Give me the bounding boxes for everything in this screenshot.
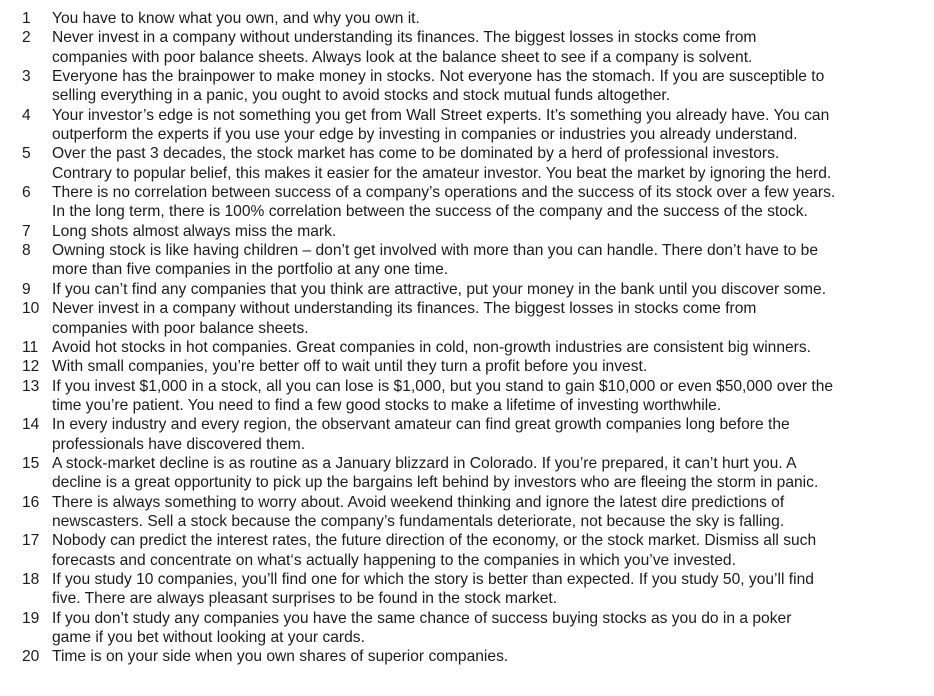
item-number: 4 <box>22 106 31 124</box>
item-text-line: professionals have discovered them. <box>52 435 306 453</box>
list-item <box>0 67 934 106</box>
list-item <box>0 493 934 532</box>
item-text <box>52 531 926 570</box>
item-text-line: Never invest in a company without understanding its finances. The biggest losses in stocks come from <box>52 300 757 318</box>
list-item <box>0 377 934 416</box>
item-text-line: decline is a great opportunity to pick up the bargains left behind by investors who are fleeing the storm in panic. <box>52 474 819 492</box>
item-number: 10 <box>22 300 40 318</box>
item-number: 13 <box>22 377 40 395</box>
list-item <box>0 415 934 454</box>
item-number: 6 <box>22 184 31 202</box>
item-text-line: In every industry and every region, the observant amateur can find great growth companies long before the <box>52 416 790 434</box>
item-number: 8 <box>22 242 31 260</box>
list-item <box>0 609 934 648</box>
item-text-line: companies with poor balance sheets. <box>52 319 309 337</box>
list-item <box>0 299 934 338</box>
list-item <box>0 28 934 67</box>
item-text <box>52 338 926 357</box>
item-text <box>52 67 926 106</box>
list-item <box>0 280 934 299</box>
item-text-line: Long shots almost always miss the mark. <box>52 222 337 240</box>
item-text-line: Owning stock is like having children – don’t get involved with more than you can handle. There don’t have to be <box>52 242 818 260</box>
item-number: 15 <box>22 454 40 472</box>
item-number: 11 <box>22 338 39 356</box>
item-number: 5 <box>22 145 31 163</box>
item-text-line: forecasts and concentrate on what‘s actually happening to the companies in which you’ve invested. <box>52 551 736 569</box>
item-text-line: five. There are always pleasant surprises to be found in the stock market. <box>52 590 558 608</box>
item-text-line: Avoid hot stocks in hot companies. Great companies in cold, non-growth industries are consistent big winners. <box>52 338 811 356</box>
item-text-line: Over the past 3 decades, the stock market has come to be dominated by a herd of professional investors. <box>52 145 780 163</box>
item-number: 7 <box>22 222 31 240</box>
item-text-line: outperform the experts if you use your edge by investing in companies or industries you already understand. <box>52 126 798 144</box>
list-item <box>0 222 934 241</box>
item-text <box>52 570 926 609</box>
item-text-line: There is no correlation between success of a company’s operations and the success of its stock over a few years. <box>52 184 836 202</box>
item-text-line: If you can’t find any companies that you think are attractive, put your money in the bank until you discover some. <box>52 280 827 298</box>
item-text <box>52 415 926 454</box>
item-number: 14 <box>22 416 40 434</box>
item-text-line: You have to know what you own, and why you own it. <box>52 10 420 27</box>
item-number: 3 <box>22 68 31 86</box>
item-text-line: newscasters. Sell a stock because the company’s fundamentals deteriorate, not because the sky is falling. <box>52 512 785 530</box>
item-text <box>52 609 926 648</box>
item-text-line: There is always something to worry about. Avoid weekend thinking and ignore the latest dire predictions of <box>52 493 785 511</box>
item-text-line: Time is on your side when you own shares of superior companies. <box>52 648 509 666</box>
item-text-line: time you’re patient. You need to find a few good stocks to make a lifetime of investing worthwhile. <box>52 396 722 414</box>
item-text <box>52 357 926 376</box>
item-text-line: Nobody can predict the interest rates, the future direction of the economy, or the stock market. Dismiss all such <box>52 532 817 550</box>
item-text <box>52 280 926 299</box>
list-item <box>0 531 934 570</box>
item-text-line: game if you bet without looking at your cards. <box>52 629 365 646</box>
item-text-line: If you don’t study any companies you have the same chance of success buying stocks as you do in a poker <box>52 609 792 627</box>
item-text-line: Your investor’s edge is not something you get from Wall Street experts. It’s something you already have. You can <box>52 106 830 124</box>
list-item <box>0 338 934 357</box>
list-item <box>0 454 934 493</box>
item-text-line: Never invest in a company without understanding its finances. The biggest losses in stocks come from <box>52 29 757 47</box>
investing-rules-list <box>0 9 934 667</box>
item-text-line: If you study 10 companies, you’ll find one for which the story is better than expected. If you study 50, you’ll find <box>52 570 814 588</box>
item-number: 2 <box>22 29 31 47</box>
list-item <box>0 144 934 183</box>
item-text <box>52 241 926 280</box>
item-text <box>52 299 926 338</box>
item-text-line: If you invest $1,000 in a stock, all you can lose is $1,000, but you stand to gain $10,000 or even $50,000 over the <box>52 377 834 395</box>
list-item <box>0 106 934 145</box>
item-text-line: companies with poor balance sheets. Always look at the balance sheet to see if a company is solvent. <box>52 48 753 66</box>
item-number: 17 <box>22 532 40 550</box>
item-number: 16 <box>22 493 40 511</box>
item-number: 18 <box>22 570 40 588</box>
item-text-line: more than five companies in the portfolio at any one time. <box>52 261 449 279</box>
item-text <box>52 493 926 532</box>
item-text <box>52 144 926 183</box>
item-number: 19 <box>22 609 40 627</box>
list-item <box>0 570 934 609</box>
list-item <box>0 9 934 28</box>
item-text <box>52 454 926 493</box>
item-number: 20 <box>22 648 40 666</box>
item-text <box>52 9 926 28</box>
item-number: 1 <box>22 10 31 27</box>
list-item <box>0 647 934 666</box>
list-item <box>0 183 934 222</box>
item-text <box>52 183 926 222</box>
item-text-line: Everyone has the brainpower to make money in stocks. Not everyone has the stomach. If you are susceptible to <box>52 68 825 86</box>
item-text-line: A stock-market decline is as routine as a January blizzard in Colorado. If you’re prepared, it can’t hurt you. A <box>52 454 797 472</box>
item-text <box>52 377 926 416</box>
item-number: 12 <box>22 358 40 376</box>
item-text <box>52 106 926 145</box>
list-item <box>0 357 934 376</box>
item-text-line: Contrary to popular belief, this makes it easier for the amateur investor. You beat the market by ignoring the herd. <box>52 164 832 182</box>
item-text <box>52 28 926 67</box>
item-number: 9 <box>22 280 31 298</box>
item-text-line: selling everything in a panic, you ought to avoid stocks and stock mutual funds altogether. <box>52 87 671 105</box>
item-text <box>52 647 926 666</box>
list-item <box>0 241 934 280</box>
item-text-line: In the long term, there is 100% correlation between the success of the company and the success of the stock. <box>52 203 808 221</box>
item-text <box>52 222 926 241</box>
item-text-line: With small companies, you’re better off to wait until they turn a profit before you invest. <box>52 358 648 376</box>
